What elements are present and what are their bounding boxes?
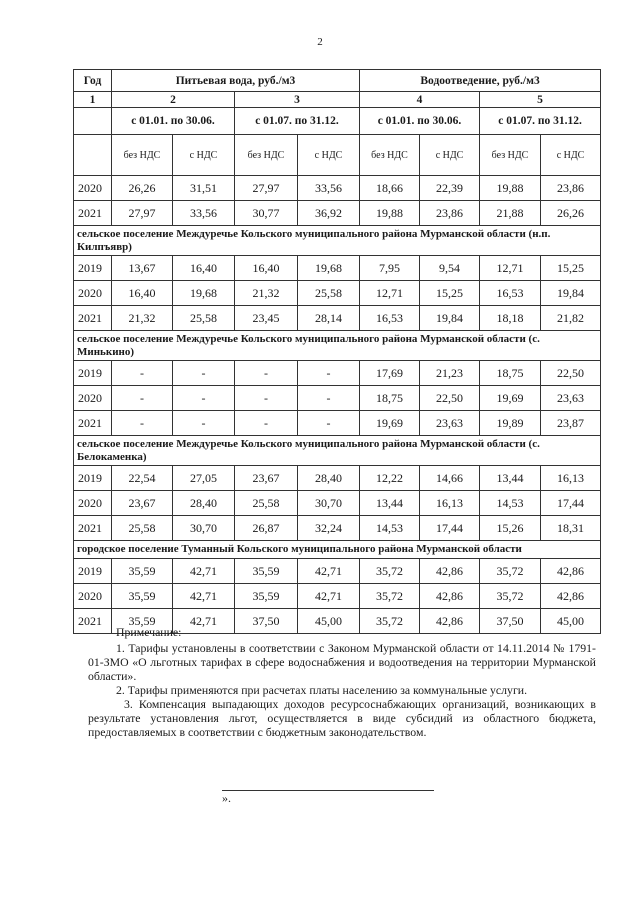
tariff-cell: 18,18: [480, 306, 541, 331]
year-cell: 2021: [74, 306, 112, 331]
tariff-cell: 36,92: [298, 201, 360, 226]
tariff-cell: 37,50: [235, 609, 298, 634]
tariff-cell: 12,71: [480, 256, 541, 281]
tariff-cell: 19,84: [541, 281, 601, 306]
vat-header: с НДС: [173, 135, 235, 176]
table-row: [74, 306, 601, 331]
tariff-cell: 15,26: [480, 516, 541, 541]
tariff-cell: 9,54: [420, 256, 480, 281]
tariff-cell: 13,67: [112, 256, 173, 281]
tariff-cell: 21,82: [541, 306, 601, 331]
table-row: [74, 176, 601, 201]
table-row: [74, 201, 601, 226]
tariff-cell: 19,69: [360, 411, 420, 436]
tariff-cell: 16,13: [541, 466, 601, 491]
vat-header: с НДС: [298, 135, 360, 176]
tariff-cell: 25,58: [235, 491, 298, 516]
table-row: [74, 281, 601, 306]
page-number: 2: [317, 36, 323, 48]
tariff-cell: 42,71: [298, 559, 360, 584]
tariff-cell: 30,77: [235, 201, 298, 226]
tariff-cell: 21,23: [420, 361, 480, 386]
year-cell: 2021: [74, 609, 112, 634]
year-header: Год: [74, 70, 112, 92]
tariff-cell: 27,05: [173, 466, 235, 491]
tariff-cell: 35,72: [360, 609, 420, 634]
tariff-cell: 17,44: [420, 516, 480, 541]
tariff-cell: 22,50: [541, 361, 601, 386]
tariff-cell: 35,72: [360, 584, 420, 609]
section-title: сельское поселение Междуречье Кольского муниципального района Мурманской области (с. Белокаменка): [74, 436, 601, 466]
tariff-cell: 22,50: [420, 386, 480, 411]
section-title: сельское поселение Междуречье Кольского муниципального района Мурманской области (с. Минькино): [74, 331, 601, 361]
tariff-cell: 23,63: [420, 411, 480, 436]
tariff-cell: 19,68: [298, 256, 360, 281]
year-cell: 2019: [74, 466, 112, 491]
table-row: [74, 559, 601, 584]
table-row: [74, 361, 601, 386]
year-cell: 2020: [74, 386, 112, 411]
table-row: [74, 491, 601, 516]
year-cell: 2021: [74, 411, 112, 436]
tariff-cell: 23,45: [235, 306, 298, 331]
section-title: сельское поселение Междуречье Кольского муниципального района Мурманской области (н.п. Килпъявр): [74, 226, 601, 256]
tariff-cell: 22,54: [112, 466, 173, 491]
tariff-cell: -: [173, 361, 235, 386]
tariff-cell: 18,66: [360, 176, 420, 201]
tariff-cell: 21,32: [235, 281, 298, 306]
tariff-cell: 16,40: [112, 281, 173, 306]
tariff-cell: -: [173, 386, 235, 411]
tariff-cell: 19,68: [173, 281, 235, 306]
tariff-cell: 35,72: [480, 584, 541, 609]
tariff-cell: 42,86: [420, 584, 480, 609]
vat-row: [74, 135, 601, 176]
tariff-cell: 23,67: [112, 491, 173, 516]
tariff-cell: 27,97: [112, 201, 173, 226]
year-cell: 2021: [74, 516, 112, 541]
tariff-cell: 23,86: [420, 201, 480, 226]
tariff-cell: 42,86: [541, 559, 601, 584]
drinking-water-header: Питьевая вода, руб./м3: [112, 70, 360, 92]
year-cell: 2019: [74, 559, 112, 584]
year-cell: 2020: [74, 176, 112, 201]
tariff-cell: -: [112, 361, 173, 386]
column-number: 5: [480, 92, 601, 108]
tariff-cell: -: [112, 411, 173, 436]
tariff-cell: 7,95: [360, 256, 420, 281]
vat-header: без НДС: [112, 135, 173, 176]
table-row: [74, 386, 601, 411]
tariff-cell: 13,44: [480, 466, 541, 491]
tariff-cell: 26,87: [235, 516, 298, 541]
year-cell: 2020: [74, 491, 112, 516]
vat-header: с НДС: [420, 135, 480, 176]
period-header: с 01.01. по 30.06.: [360, 108, 480, 135]
tariff-cell: -: [173, 411, 235, 436]
vat-header: без НДС: [480, 135, 541, 176]
note-item: 3. Компенсация выпадающих доходов ресурсоснабжающих организаций, возникающих в результате установления льгот, осуществляется в виде субсидий из областного бюджета, предоставляемых в соответствии с бюджетным законодательством.: [88, 697, 596, 739]
tariff-cell: 16,53: [480, 281, 541, 306]
notes: [88, 625, 596, 739]
vat-header: с НДС: [541, 135, 601, 176]
tariff-cell: 18,75: [360, 386, 420, 411]
tariff-cell: 35,59: [112, 609, 173, 634]
tariff-cell: -: [298, 411, 360, 436]
tariff-table: [73, 69, 601, 634]
tariff-cell: 15,25: [420, 281, 480, 306]
header-row: [74, 70, 601, 92]
tariff-cell: 25,58: [112, 516, 173, 541]
empty-cell: [74, 108, 112, 135]
tariff-cell: 25,58: [298, 281, 360, 306]
year-cell: 2019: [74, 361, 112, 386]
year-cell: 2020: [74, 584, 112, 609]
note-item: 2. Тарифы применяются при расчетах платы населению за коммунальные услуги.: [116, 683, 528, 697]
tariff-cell: 42,71: [173, 559, 235, 584]
table-row: [74, 516, 601, 541]
tariff-cell: 35,72: [360, 559, 420, 584]
tariff-cell: 27,97: [235, 176, 298, 201]
vat-header: без НДС: [235, 135, 298, 176]
tariff-cell: 26,26: [112, 176, 173, 201]
table-row: [74, 411, 601, 436]
tariff-cell: 21,32: [112, 306, 173, 331]
tariff-cell: 25,58: [173, 306, 235, 331]
tariff-cell: 13,44: [360, 491, 420, 516]
tariff-cell: 16,40: [235, 256, 298, 281]
column-number: 2: [112, 92, 235, 108]
tariff-cell: 35,72: [480, 559, 541, 584]
tariff-cell: 21,88: [480, 201, 541, 226]
tariff-cell: 28,14: [298, 306, 360, 331]
tariff-cell: 33,56: [173, 201, 235, 226]
tariff-cell: -: [235, 361, 298, 386]
tariff-cell: 35,59: [112, 559, 173, 584]
tariff-cell: 31,51: [173, 176, 235, 201]
closing-line: [222, 776, 442, 806]
tariff-cell: 42,71: [173, 609, 235, 634]
tariff-cell: 37,50: [480, 609, 541, 634]
tariff-cell: 14,53: [480, 491, 541, 516]
section-row: [74, 541, 601, 559]
signature-rule: [222, 778, 434, 791]
tariff-body: [74, 70, 601, 634]
tariff-cell: 12,22: [360, 466, 420, 491]
tariff-cell: -: [298, 386, 360, 411]
tariff-cell: 33,56: [298, 176, 360, 201]
tariff-cell: 22,39: [420, 176, 480, 201]
tariff-cell: -: [298, 361, 360, 386]
tariff-cell: 15,25: [541, 256, 601, 281]
column-number-row: [74, 92, 601, 108]
table-row: [74, 584, 601, 609]
note-item: 1. Тарифы установлены в соответствии с Законом Мурманской области от 14.11.2014 № 1791-01-ЗМО «О льготных тарифах в сфере водоснабжения и водоотведения на территории Мурманской области».: [88, 641, 596, 683]
closing-quote: ».: [222, 791, 231, 805]
tariff-cell: -: [235, 411, 298, 436]
wastewater-header: Водоотведение, руб./м3: [360, 70, 601, 92]
period-header: с 01.01. по 30.06.: [112, 108, 235, 135]
tariff-cell: 19,69: [480, 386, 541, 411]
section-title: городское поселение Туманный Кольского муниципального района Мурманской области: [74, 541, 601, 559]
tariff-cell: 32,24: [298, 516, 360, 541]
tariff-cell: 16,13: [420, 491, 480, 516]
tariff-cell: 18,31: [541, 516, 601, 541]
tariff-cell: 17,44: [541, 491, 601, 516]
table-row: [74, 256, 601, 281]
period-row: [74, 108, 601, 135]
tariff-cell: 14,53: [360, 516, 420, 541]
tariff-cell: 42,86: [541, 584, 601, 609]
empty-cell: [74, 135, 112, 176]
tariff-cell: 35,59: [235, 559, 298, 584]
tariff-cell: 30,70: [173, 516, 235, 541]
tariff-cell: 30,70: [298, 491, 360, 516]
section-row: [74, 436, 601, 466]
tariff-cell: 23,87: [541, 411, 601, 436]
tariff-cell: 28,40: [298, 466, 360, 491]
tariff-cell: 45,00: [541, 609, 601, 634]
tariff-cell: 23,67: [235, 466, 298, 491]
section-row: [74, 331, 601, 361]
tariff-cell: 28,40: [173, 491, 235, 516]
tariff-cell: 35,59: [235, 584, 298, 609]
tariff-cell: 42,86: [420, 559, 480, 584]
tariff-cell: 16,53: [360, 306, 420, 331]
column-number: 4: [360, 92, 480, 108]
column-number: 3: [235, 92, 360, 108]
tariff-cell: 45,00: [298, 609, 360, 634]
year-cell: 2019: [74, 256, 112, 281]
tariff-cell: 12,71: [360, 281, 420, 306]
period-header: с 01.07. по 31.12.: [235, 108, 360, 135]
tariff-cell: 19,88: [360, 201, 420, 226]
tariff-cell: 35,59: [112, 584, 173, 609]
tariff-cell: -: [235, 386, 298, 411]
column-number: 1: [74, 92, 112, 108]
section-row: [74, 226, 601, 256]
tariff-cell: 42,71: [173, 584, 235, 609]
tariff-cell: 42,86: [420, 609, 480, 634]
tariff-cell: 23,86: [541, 176, 601, 201]
tariff-cell: 17,69: [360, 361, 420, 386]
tariff-cell: 23,63: [541, 386, 601, 411]
tariff-cell: 18,75: [480, 361, 541, 386]
tariff-cell: 26,26: [541, 201, 601, 226]
table-row: [74, 466, 601, 491]
vat-header: без НДС: [360, 135, 420, 176]
tariff-cell: 19,89: [480, 411, 541, 436]
year-cell: 2020: [74, 281, 112, 306]
tariff-cell: -: [112, 386, 173, 411]
period-header: с 01.07. по 31.12.: [480, 108, 601, 135]
notes-title: Примечание:: [116, 625, 182, 639]
tariff-cell: 16,40: [173, 256, 235, 281]
year-cell: 2021: [74, 201, 112, 226]
tariff-cell: 42,71: [298, 584, 360, 609]
tariff-cell: 14,66: [420, 466, 480, 491]
tariff-cell: 19,88: [480, 176, 541, 201]
tariff-cell: 19,84: [420, 306, 480, 331]
